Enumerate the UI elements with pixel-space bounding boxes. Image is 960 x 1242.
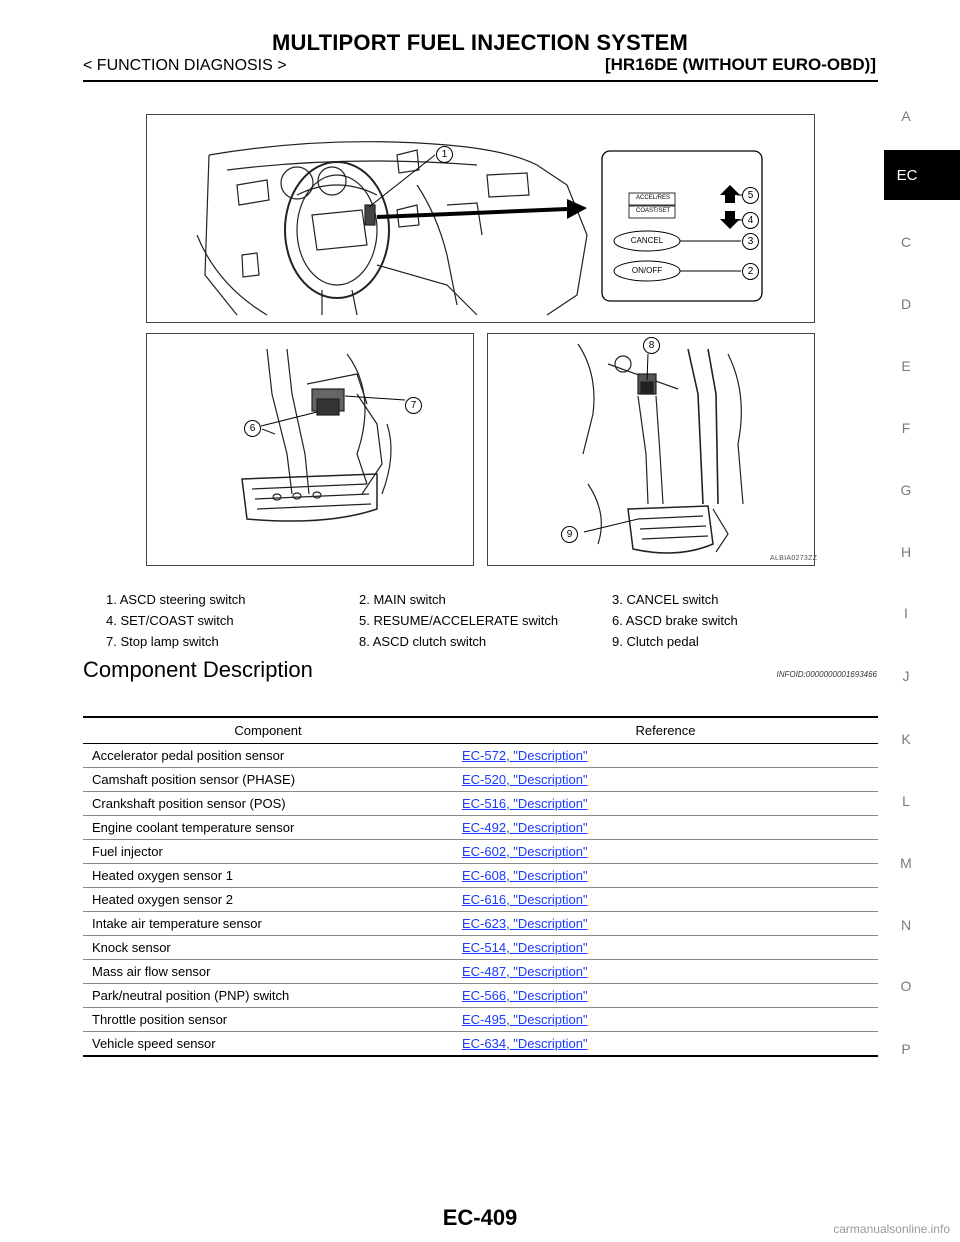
- index-tab-h[interactable]: H: [900, 544, 912, 560]
- reference-link[interactable]: EC-623, "Description": [462, 916, 588, 931]
- table-row: [83, 816, 878, 840]
- reference-link[interactable]: EC-634, "Description": [462, 1036, 588, 1051]
- component-cell: Knock sensor: [83, 936, 453, 960]
- index-tab-p[interactable]: P: [901, 1041, 911, 1057]
- component-cell: Heated oxygen sensor 2: [83, 888, 453, 912]
- callout-7: 7: [405, 397, 422, 414]
- table-row: [83, 1032, 878, 1057]
- callout-1: 1: [436, 146, 453, 163]
- info-id: INFOID:0000000001693466: [776, 670, 877, 679]
- figure-code: ALBIA0273ZZ: [770, 555, 818, 562]
- table-row: [83, 960, 878, 984]
- component-cell: Camshaft position sensor (PHASE): [83, 768, 453, 792]
- accel-res-label: ACCEL/RES: [635, 195, 670, 201]
- index-tab-ec-active[interactable]: EC: [884, 150, 960, 200]
- dashboard-figure: [146, 114, 815, 323]
- legend-item: 2. MAIN switch: [359, 592, 446, 607]
- index-tab-a[interactable]: A: [901, 108, 911, 124]
- component-table: [83, 716, 878, 1057]
- legend-item: 7. Stop lamp switch: [106, 634, 219, 649]
- index-tab-d[interactable]: D: [900, 296, 912, 312]
- legend-row: [106, 631, 866, 652]
- index-tab-e[interactable]: E: [901, 358, 911, 374]
- legend-item: 9. Clutch pedal: [612, 634, 699, 649]
- table-row: [83, 792, 878, 816]
- index-tab-g[interactable]: G: [900, 482, 912, 498]
- table-row: [83, 888, 878, 912]
- callout-5: 5: [742, 187, 759, 204]
- onoff-label: ON/OFF: [631, 266, 663, 275]
- index-tab-c[interactable]: C: [900, 234, 912, 250]
- table-row: [83, 768, 878, 792]
- callout-4: 4: [742, 212, 759, 229]
- component-cell: Vehicle speed sensor: [83, 1032, 453, 1057]
- reference-link[interactable]: EC-572, "Description": [462, 748, 588, 763]
- watermark: carmanualsonline.info: [833, 1222, 950, 1236]
- legend-item: 5. RESUME/ACCELERATE switch: [359, 613, 559, 628]
- section-breadcrumb: < FUNCTION DIAGNOSIS >: [83, 57, 287, 74]
- callout-2: 2: [742, 263, 759, 280]
- column-header-reference: Reference: [453, 717, 878, 744]
- callout-9: 9: [561, 526, 578, 543]
- table-row: [83, 936, 878, 960]
- header-divider: [83, 80, 878, 82]
- figure-legend: [106, 589, 866, 652]
- reference-link[interactable]: EC-602, "Description": [462, 844, 588, 859]
- clutch-pedal-illustration: [488, 334, 814, 565]
- table-row: [83, 864, 878, 888]
- index-tab-n[interactable]: N: [900, 917, 912, 933]
- legend-row: [106, 610, 866, 631]
- reference-link[interactable]: EC-492, "Description": [462, 820, 588, 835]
- index-tab-f[interactable]: F: [901, 420, 911, 436]
- legend-item: 4. SET/COAST switch: [106, 613, 234, 628]
- reference-link[interactable]: EC-520, "Description": [462, 772, 588, 787]
- reference-link[interactable]: EC-495, "Description": [462, 1012, 588, 1027]
- reference-link[interactable]: EC-608, "Description": [462, 868, 588, 883]
- coast-set-label: COAST/SET: [635, 208, 670, 214]
- component-cell: Accelerator pedal position sensor: [83, 744, 453, 768]
- index-tab-i[interactable]: I: [904, 605, 908, 621]
- index-tab-k[interactable]: K: [901, 731, 911, 747]
- reference-link[interactable]: EC-566, "Description": [462, 988, 588, 1003]
- component-cell: Engine coolant temperature sensor: [83, 816, 453, 840]
- component-cell: Park/neutral position (PNP) switch: [83, 984, 453, 1008]
- legend-item: 3. CANCEL switch: [612, 592, 719, 607]
- index-tab-m[interactable]: M: [900, 855, 912, 871]
- brake-pedal-figure: [146, 333, 474, 566]
- reference-link[interactable]: EC-516, "Description": [462, 796, 588, 811]
- model-label: [HR16DE (WITHOUT EURO-OBD)]: [604, 55, 876, 74]
- brake-pedal-illustration: [147, 334, 473, 565]
- callout-6: 6: [244, 420, 261, 437]
- component-cell: Fuel injector: [83, 840, 453, 864]
- clutch-pedal-figure: [487, 333, 818, 566]
- component-cell: Throttle position sensor: [83, 1008, 453, 1032]
- reference-link[interactable]: EC-616, "Description": [462, 892, 588, 907]
- component-cell: Crankshaft position sensor (POS): [83, 792, 453, 816]
- index-tab-j[interactable]: J: [902, 668, 910, 684]
- legend-item: 1. ASCD steering switch: [106, 592, 246, 607]
- dashboard-illustration: [147, 115, 814, 322]
- callout-3: 3: [742, 233, 759, 250]
- page-number: EC-409: [442, 1205, 518, 1230]
- index-tab-o[interactable]: O: [900, 978, 912, 994]
- table-row: [83, 984, 878, 1008]
- table-header-row: [83, 717, 878, 744]
- component-cell: Intake air temperature sensor: [83, 912, 453, 936]
- component-cell: Heated oxygen sensor 1: [83, 864, 453, 888]
- legend-item: 6. ASCD brake switch: [612, 613, 738, 628]
- reference-link[interactable]: EC-514, "Description": [462, 940, 588, 955]
- table-row: [83, 1008, 878, 1032]
- table-row: [83, 912, 878, 936]
- column-header-component: Component: [83, 717, 453, 744]
- page-title: MULTIPORT FUEL INJECTION SYSTEM: [271, 30, 689, 55]
- reference-link[interactable]: EC-487, "Description": [462, 964, 588, 979]
- table-row: [83, 840, 878, 864]
- legend-item: 8. ASCD clutch switch: [359, 634, 487, 649]
- callout-8: 8: [643, 337, 660, 354]
- section-heading: Component Description: [83, 657, 313, 682]
- legend-row: [106, 589, 866, 610]
- table-row: [83, 744, 878, 768]
- cancel-label: CANCEL: [630, 236, 664, 245]
- index-tab-l[interactable]: L: [902, 793, 910, 809]
- component-cell: Mass air flow sensor: [83, 960, 453, 984]
